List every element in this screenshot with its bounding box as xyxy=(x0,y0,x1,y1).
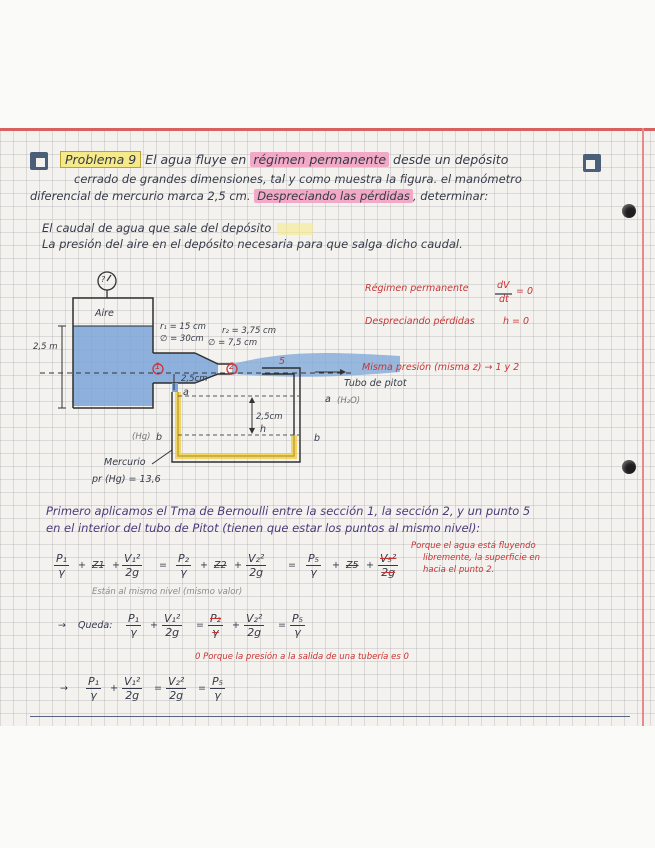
level-b-right: b xyxy=(314,433,321,444)
losses-eq: h = 0 xyxy=(503,316,530,327)
problem-statement-line-2: cerrado de grandes dimensiones, tal y como muestra la figura. el manómetro xyxy=(74,172,522,186)
statement-text: El agua fluye en xyxy=(145,152,247,167)
h2o-label: (H₂O) xyxy=(337,396,361,406)
tank-height-label: 2,5 m xyxy=(33,342,58,352)
eq1-v1: $\frac{\text{V₁²}}{2g}$ xyxy=(124,552,141,579)
r1-label: r₁ = 15 cm xyxy=(160,322,206,332)
mercury-pointer xyxy=(152,450,172,464)
v5-note-3: hacia el punto 2. xyxy=(423,565,495,575)
eq2-p2: $\frac{\text{P₂}}{\gamma}$ xyxy=(210,612,222,639)
eq1-plus: + xyxy=(78,560,86,571)
eq3-equals: = xyxy=(154,683,162,694)
eq1-plus: + xyxy=(234,560,242,571)
intro-line-1: Primero aplicamos el Tma de Bernoulli entre la sección 1, la sección 2, y un punto 5 xyxy=(46,504,531,518)
tank-water xyxy=(73,326,153,406)
eq1-equals: = xyxy=(288,560,296,571)
eq3-p5: $\frac{\text{P₅}}{\gamma}$ xyxy=(212,675,224,702)
level-b-left: b xyxy=(156,432,163,443)
regime-dv: dV xyxy=(497,280,510,291)
mercury-label: Mercurio xyxy=(104,457,146,468)
eq2-p1: $\frac{\text{P₁}}{\gamma}$ xyxy=(128,612,140,639)
same-level-note: Están al mismo nivel (mismo valor) xyxy=(92,587,243,597)
statement-text: , determinar: xyxy=(412,189,489,203)
eq1-plus: + xyxy=(332,560,340,571)
queda-arrow: → xyxy=(58,620,66,631)
eq3-plus: + xyxy=(110,683,118,694)
dim-25cm-label: 2,5cm xyxy=(181,374,208,384)
eq3-arrow: → xyxy=(60,683,68,694)
v5-note-1: Porque el agua está fluyendo xyxy=(411,541,536,551)
point-2-label: 2 xyxy=(229,362,235,372)
eq3-equals: = xyxy=(198,683,206,694)
point-1-label: 1 xyxy=(155,362,161,372)
h-letter-label: h xyxy=(260,424,267,435)
eq1-plus: + xyxy=(112,560,120,571)
eq1-z2: Z2 xyxy=(214,560,227,571)
pitot-water xyxy=(172,383,178,392)
eq1-z1: Z1 xyxy=(92,560,105,571)
mercury-density: pr (Hg) = 13,6 xyxy=(92,474,161,485)
eq2-v1: $\frac{\text{V₁²}}{2g}$ xyxy=(164,612,181,639)
eq1-v5: $\frac{\text{V₅²}}{2g}$ xyxy=(380,552,397,579)
h-value-label: 2,5cm xyxy=(256,412,283,422)
arrow-head-icon xyxy=(249,428,255,434)
eq1-plus: + xyxy=(200,560,208,571)
statement-text: desde un depósito xyxy=(393,152,509,167)
point-5-label: 5 xyxy=(279,356,286,367)
eq2-p5: $\frac{\text{P₅}}{\gamma}$ xyxy=(292,612,304,639)
notebook-page xyxy=(0,128,655,726)
d1-label: ∅ = 30cm xyxy=(160,334,204,344)
same-pressure-note: Misma presión (misma z) → 1 y 2 xyxy=(362,362,520,373)
problem-label: Problema 9 xyxy=(60,151,141,168)
highlight-losses: Despreciando las pérdidas xyxy=(254,189,413,203)
eq1-z5: Z5 xyxy=(346,560,359,571)
level-a-left: a xyxy=(183,387,189,398)
losses-note: Despreciando pérdidas xyxy=(365,316,475,327)
air-label: Aire xyxy=(95,308,114,319)
eq2-equals: = xyxy=(278,620,286,631)
eq2-equals: = xyxy=(196,620,204,631)
regime-note: Régimen permanente xyxy=(365,283,469,294)
level-a-right: a xyxy=(325,394,331,405)
eq1-v2: $\frac{\text{V₂²}}{2g}$ xyxy=(248,552,265,579)
zero-pressure-note: 0 Porque la presión a la salida de una tubería es 0 xyxy=(195,652,409,662)
r2-label: r₂ = 3,75 cm xyxy=(222,326,277,336)
v5-note-2: libremente, la superficie en xyxy=(423,553,540,563)
mercury-fill xyxy=(178,392,294,456)
eq2-plus: + xyxy=(232,620,240,631)
hg-label: (Hg) xyxy=(132,432,151,442)
eq1-p2: $\frac{\text{P₂}}{\gamma}$ xyxy=(178,552,190,579)
question-1-text: El caudal de agua que sale del depósito xyxy=(42,221,272,235)
eq1-p1: $\frac{\text{P₁}}{\gamma}$ xyxy=(56,552,68,579)
eq3-v1: $\frac{\text{V₁²}}{2g}$ xyxy=(124,675,141,702)
eq2-v2: $\frac{\text{V₂²}}{2g}$ xyxy=(246,612,263,639)
regime-dt: dt xyxy=(499,294,509,305)
queda-label: Queda: xyxy=(78,620,113,631)
eq2-plus: + xyxy=(150,620,158,631)
highlight-regime: régimen permanente xyxy=(250,152,389,167)
gauge-label: ? xyxy=(101,275,106,284)
eq1-p5: $\frac{\text{P₅}}{\gamma}$ xyxy=(308,552,320,579)
statement-text: diferencial de mercurio marca 2,5 cm. xyxy=(30,189,251,203)
gauge-needle xyxy=(107,275,111,281)
regime-eq: = 0 xyxy=(516,286,534,297)
intro-line-2: en el interior del tubo de Pitot (tienen que estar los puntos al mismo nivel): xyxy=(46,521,481,535)
question-2: La presión del aire en el depósito necesaria para que salga dicho caudal. xyxy=(42,237,463,251)
tank-diagram xyxy=(0,128,655,726)
eq3-p1: $\frac{\text{P₁}}{\gamma}$ xyxy=(88,675,100,702)
eq3-v2: $\frac{\text{V₂²}}{2g}$ xyxy=(168,675,185,702)
pitot-tube-label: Tubo de pitot xyxy=(344,378,407,389)
arrow-head-icon xyxy=(249,397,255,403)
eq1-equals: = xyxy=(159,560,167,571)
eq1-plus: + xyxy=(366,560,374,571)
d2-label: ∅ = 7,5 cm xyxy=(208,338,258,348)
page-bottom-divider xyxy=(30,716,630,717)
